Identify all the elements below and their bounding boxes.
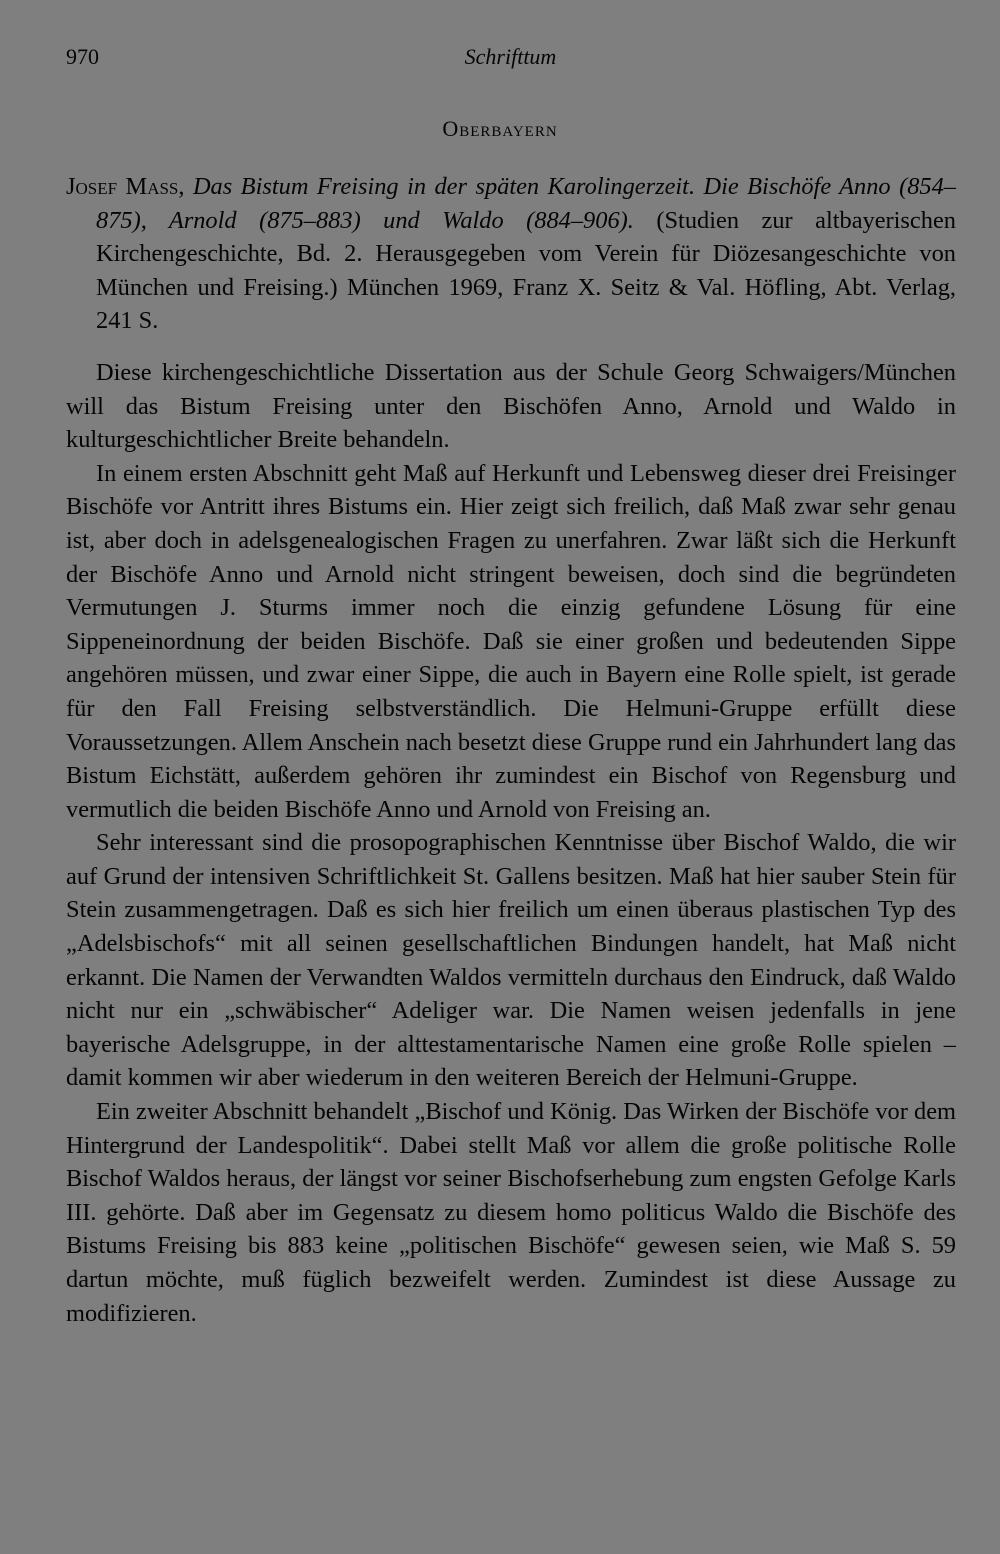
paragraph: In einem ersten Abschnitt geht Maß auf Herkunft und Lebensweg dieser drei Freisinger Bischöfe vor Antritt ihres Bistums ein. Hier zeigt sich freilich, daß Maß zwar sehr genau ist, aber doch in adelsgenealogischen Fragen zu unerfahren. Zwar läßt sich die Herkunft der Bischöfe Anno und Arnold nicht stringent beweisen, doch sind die begründeten Vermutungen J. Sturms immer noch die einzig gefundene Lösung für eine Sippeneinordnung der beiden Bischöfe. Daß sie einer großen und bedeutenden Sippe angehören müssen, und zwar einer Sippe, die auch in Bayern eine Rolle spielt, ist gerade für den Fall Freising selbstverständlich. Die Helmuni-Gruppe erfüllt diese Voraussetzungen. Allem Anschein nach besetzt diese Gruppe rund ein Jahrhundert lang das Bistum Eichstätt, außerdem gehören ihr zumindest ein Bischof von Regensburg und vermutlich die beiden Bischöfe Anno und Arnold von Freising an. xyxy=(66,459,956,823)
page-number: 970 xyxy=(66,44,99,69)
running-title: Schrifttum xyxy=(464,44,557,69)
paragraph: Diese kirchengeschichtliche Dissertation aus der Schule Georg Schwaigers/München will das Bistum Freising unter den Bischöfen Anno, Arnold und Waldo in kulturgeschichtlicher Breite behandeln. xyxy=(66,358,956,454)
citation-details: (Studien zur altbayerischen Kirchengeschichte, Bd. 2. Herausgegeben vom Verein für Diözesangeschichte von München und Freising.) München 1969, Franz X. Seitz & Val. Höfling, Abt. Verlag, 241 S. xyxy=(96,206,956,335)
paragraph: Ein zweiter Abschnitt behandelt „Bischof und König. Das Wirken der Bischöfe vor dem Hintergrund der Landespolitik“. Dabei stellt Maß vor allem die große politische Rolle Bischof Waldos heraus, der längst vor seiner Bischofserhebung zum engsten Gefolge Karls III. gehörte. Daß aber im Gegensatz zu diesem homo politicus Waldo die Bischöfe des Bistums Freising bis 883 keine „politischen Bischöfe“ gewesen seien, wie Maß S. 59 dartun möchte, muß füglich bezweifelt werden. Zumindest ist diese Aussage zu modifizieren. xyxy=(66,1098,956,1327)
body-text xyxy=(66,170,956,1330)
citation-author: Josef Mass, xyxy=(66,173,185,200)
citation-title: Das Bistum Freising in der späten Karolingerzeit. Die Bischöfe Anno (854–875), Arnold (875–883) und Waldo (884–906). xyxy=(96,173,956,234)
paragraph: Sehr interessant sind die prosopographischen Kenntnisse über Bischof Waldo, die wir auf Grund der intensiven Schriftlichkeit St. Gallens besitzen. Maß hat hier sauber Stein für Stein zusammengetragen. Daß es sich hier freilich um einen überaus plastischen Typ des „Adelsbischofs“ mit all seinen gesellschaftlichen Bindungen handelt, hat Maß nicht erkannt. Die Namen der Verwandten Waldos vermitteln durchaus den Eindruck, daß Waldo nicht nur ein „schwäbischer“ Adeliger war. Die Namen weisen jedenfalls in jene bayerische Adelsgruppe, in der alttestamentarische Namen eine große Rolle spielen – damit kommen wir aber wiederum in den weiteren Bereich der Helmuni-Gruppe. xyxy=(66,829,956,1092)
bibliographic-citation xyxy=(66,170,956,338)
section-title: Oberbayern xyxy=(442,116,558,141)
page-header xyxy=(66,44,955,76)
